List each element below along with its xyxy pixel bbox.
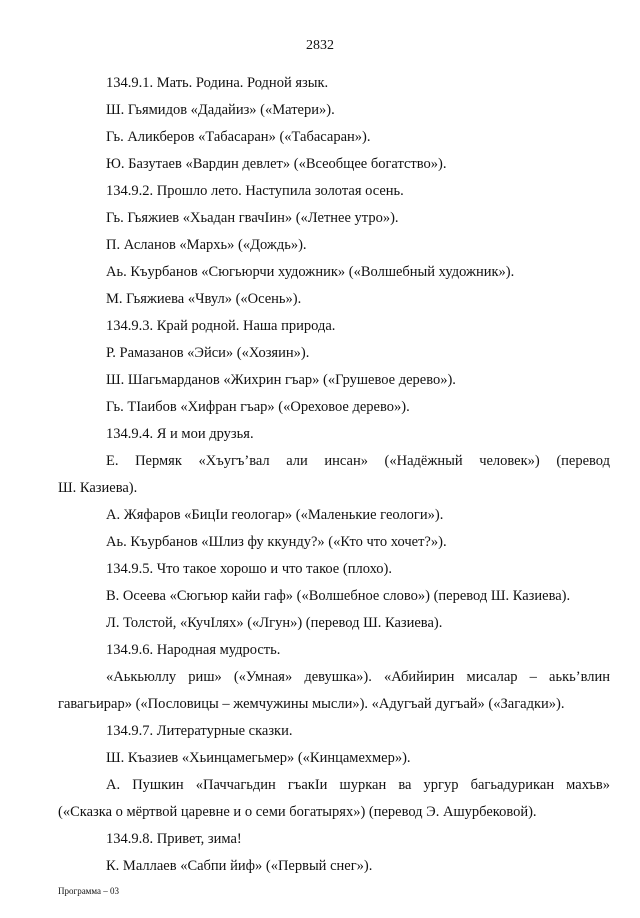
list-item: Ш. Къазиев «Хьинцамегьмер» («Кинцамехмер»). [106,750,411,766]
section-heading: 134.9.5. Что такое хорошо и что такое (плохо). [106,561,392,577]
list-item: Ю. Базутаев «Вардин девлет» («Всеобщее богатство»). [106,156,447,172]
list-item: А. Пушкин «Паччагьдин гъакIи шуркан ва ургур багьадурикан махъв» [106,777,610,793]
list-item: Аь. Къурбанов «Шлиз фу ккунду?» («Кто что хочет?»). [106,534,447,550]
list-item: Аь. Къурбанов «Сюгьюрчи художник» («Волшебный художник»). [106,264,515,280]
list-item: Гь. Аликберов «Табасаран» («Табасаран»). [106,129,371,145]
document-body [58,70,610,880]
list-item: Е. Пермяк «Хъугъ’вал али инсан» («Надёжный человек») (перевод [106,453,610,469]
list-item: Ш. Шагьмарданов «Жихрин гъар» («Грушевое дерево»). [106,372,456,388]
page-footer: Программа – 03 [58,886,120,896]
list-item-continuation: («Сказка о мёртвой царевне и о семи богатырях») (перевод Э. Ашурбековой). [58,804,537,820]
list-item: А. Жяфаров «БицIи геологар» («Маленькие геологи»). [106,507,444,523]
page-number: 2832 [306,38,334,53]
section-heading: 134.9.7. Литературные сказки. [106,723,293,739]
section-heading: 134.9.8. Привет, зима! [106,831,242,847]
list-item: К. Маллаев «Сабпи йиф» («Первый снег»). [106,858,373,874]
section-heading: 134.9.6. Народная мудрость. [106,642,281,658]
list-item: М. Гьяжиева «Чвул» («Осень»). [106,291,302,307]
list-item: Ш. Гьямидов «Дадайиз» («Матери»). [106,102,335,118]
section-heading: 134.9.3. Край родной. Наша природа. [106,318,336,334]
section-heading: 134.9.1. Мать. Родина. Родной язык. [106,75,329,91]
list-item: П. Асланов «Мархь» («Дождь»). [106,237,307,253]
section-heading: 134.9.4. Я и мои друзья. [106,426,254,442]
section-heading: 134.9.2. Прошло лето. Наступила золотая осень. [106,183,404,199]
list-item: Р. Рамазанов «Эйси» («Хозяин»). [106,345,310,361]
list-item: Гь. Гьяжиев «Хьадан гвачIин» («Летнее утро»). [106,210,399,226]
list-item: Л. Толстой, «КучIлях» («Лгун») (перевод Ш. Казиева). [106,615,443,631]
list-item: Гь. ТIаибов «Хифран гъар» («Ореховое дерево»). [106,399,410,415]
list-item: В. Осеева «Сюгьюр кайи гаф» («Волшебное слово») (перевод Ш. Казиева). [106,588,571,604]
list-item-continuation: гавагьирар» («Пословицы – жемчужины мысли»). «Адугъай дугъай» («Загадки»). [58,696,565,712]
list-item: «Аькьюллу риш» («Умная» девушка»). «Абийирин мисалар – аькь’влин [106,669,610,685]
list-item-continuation: Ш. Казиева). [58,480,138,496]
